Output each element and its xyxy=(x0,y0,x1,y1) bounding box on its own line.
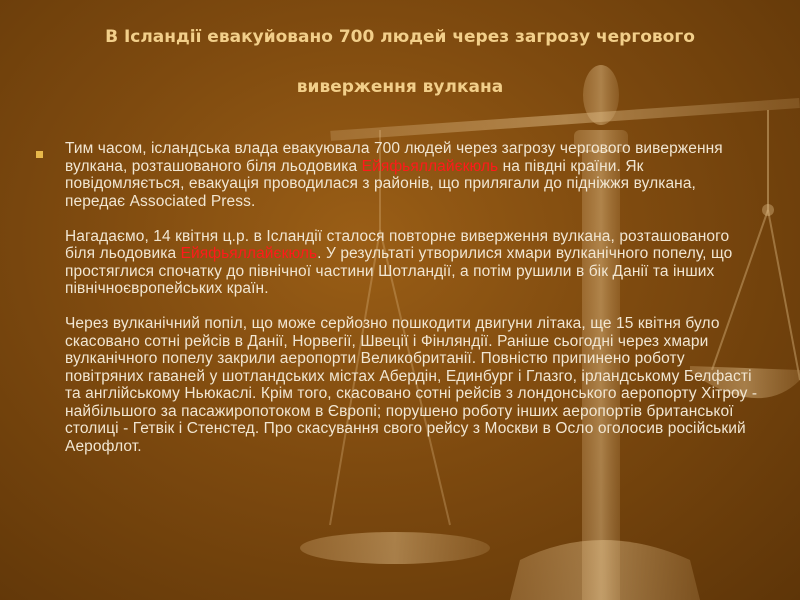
paragraph-text: . У результаті утворилися хмари вулканічного попелу, що простяглися спочатку до північної частини Шотландії, а потім рушили в бік Данії та інших північноєвропейських країн. xyxy=(65,245,733,297)
glacier-name-highlight: Ейяфьяллайєкюль xyxy=(361,157,499,175)
slide-title-line-1: В Ісландії евакуйовано 700 людей через загрозу чергового xyxy=(105,27,695,47)
paragraph-flights: Через вулканічний попіл, що може серйозно пошкодити двигуни літака, ще 15 квітня було скасовано сотні рейсів в Данії, Норвегії, Швеції і Фінляндії. Раніше сьогодні через хмари вулканічного попелу закрили аеропорти Великобританії. Повністю припинено роботу повітряних гаваней у шотландських містах Абердін, Единбург і Глазго, ірландському Белфасті та англійському Ньюкаслі. Крім того, скасовано сотні рейсів з лондонського аеропорту Хітроу - найбільшого за пасажиропотоком в Європі; порушено роботу інших аеропортів британської столиці - Гетвік і Стенстед. Про скасування свого рейсу з Москви в Осло оголосив російський Аерофлот. xyxy=(65,315,758,455)
paragraph-eruption xyxy=(65,228,760,298)
slide-body xyxy=(65,140,760,473)
slide-title-line-2: виверження вулкана xyxy=(296,77,504,97)
glacier-name-highlight: Ейяфьяллайєкюль xyxy=(180,245,318,262)
paragraph-text: Тим часом, ісландська влада евакуювала 700 людей через загрозу чергового виверження вулкана, розташованого біля льодовика xyxy=(65,140,723,175)
paragraph-text: на півдні країни. Як повідомляється, евакуація проводилася з районів, що прилягали до підніжжя вулкана, передає Associated Press. xyxy=(65,157,696,210)
bullet-square-icon xyxy=(36,151,43,158)
paragraph-evacuation xyxy=(65,140,760,210)
paragraph-text: Нагадаємо, 14 квітня ц.р. в Ісландії сталося повторне виверження вулкана, розташованого біля льодовика xyxy=(65,227,730,262)
